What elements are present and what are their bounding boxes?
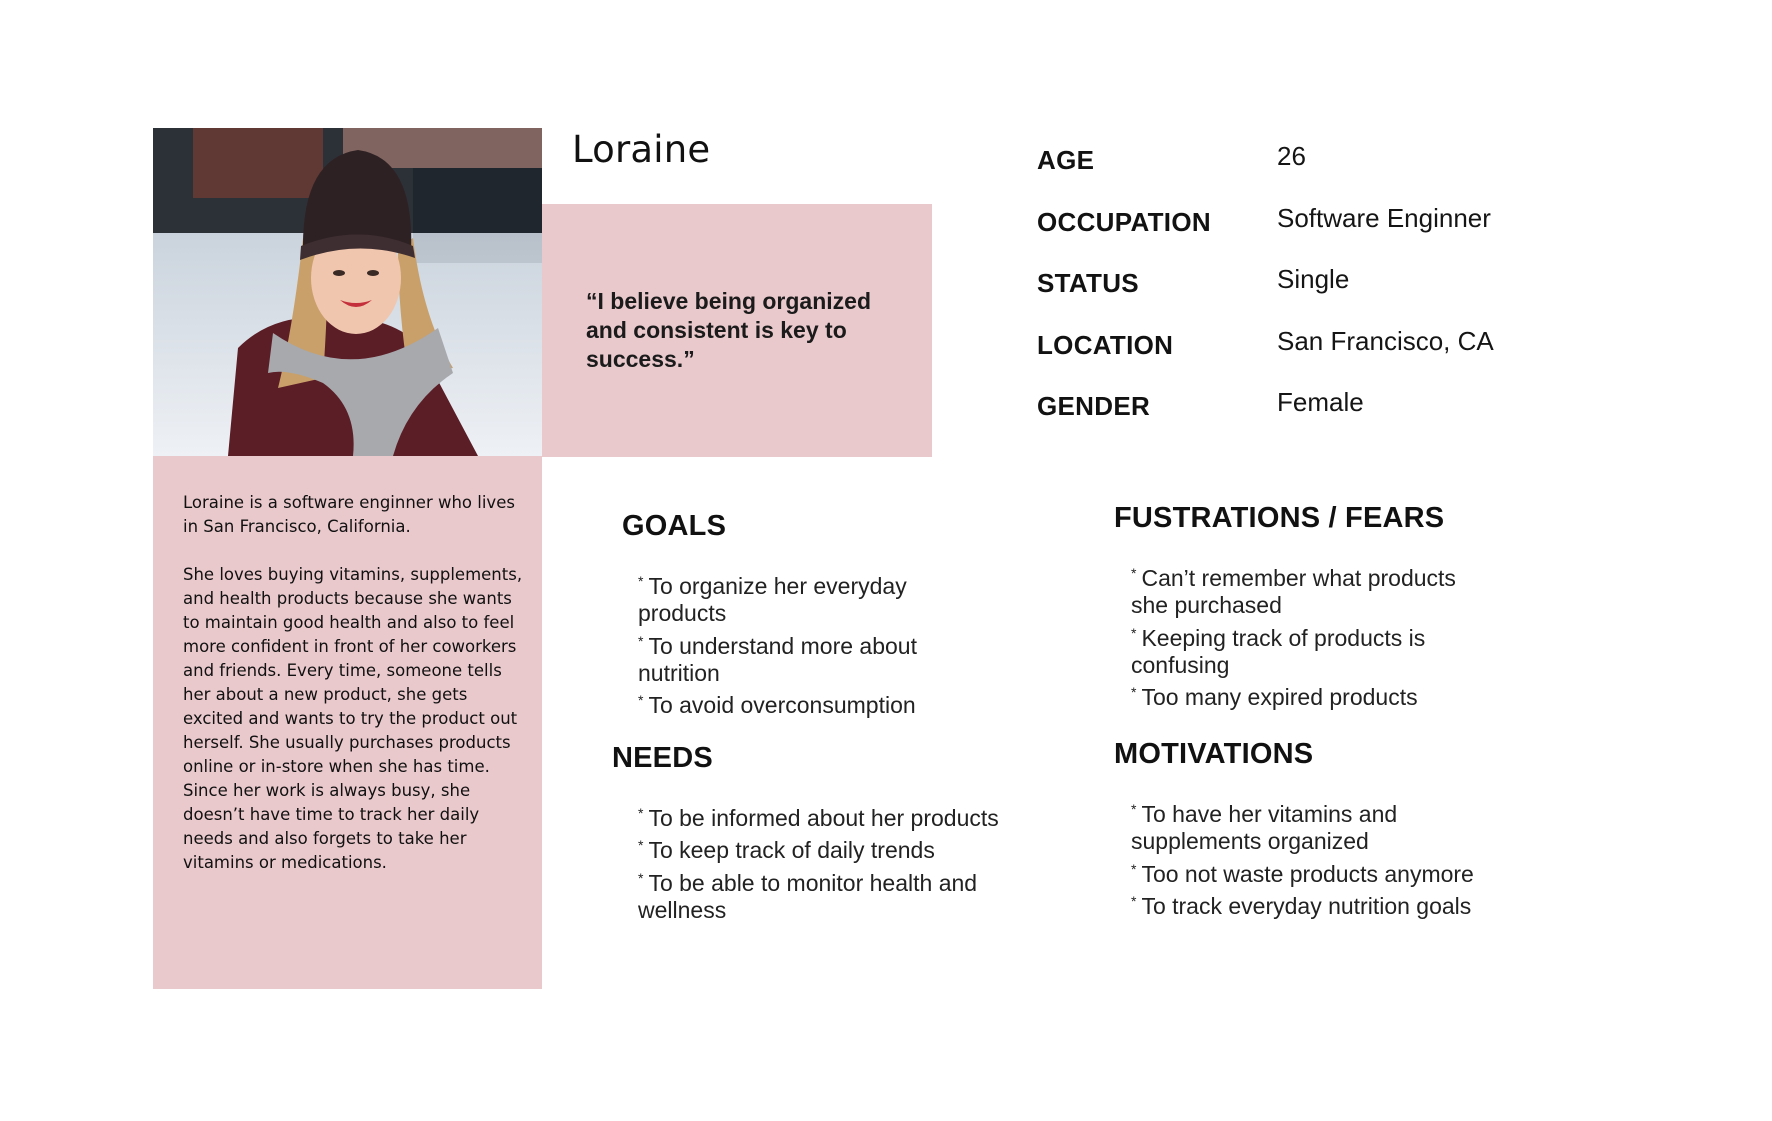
info-label: AGE: [1037, 145, 1095, 175]
list-item: * To avoid overconsumption: [638, 692, 916, 719]
bullet-icon: *: [638, 573, 644, 589]
info-row-status: [1037, 264, 1597, 308]
info-label: GENDER: [1037, 391, 1151, 421]
persona-bio: [183, 491, 523, 899]
needs-list: [638, 800, 1008, 924]
info-label: STATUS: [1037, 268, 1139, 298]
needs-title: NEEDS: [612, 742, 713, 774]
bullet-icon: *: [638, 837, 644, 854]
goals-title: GOALS: [622, 510, 727, 542]
bio-paragraph: Loraine is a software enginner who lives in San Francisco, California.: [183, 493, 515, 536]
list-item: * To keep track of daily trends: [638, 837, 935, 864]
info-value: Software Enginner: [1277, 203, 1491, 233]
info-row-age: [1037, 141, 1597, 185]
persona-photo: [153, 128, 542, 456]
motivations-title: MOTIVATIONS: [1114, 738, 1314, 770]
bullet-icon: *: [1131, 892, 1137, 909]
info-row-occupation: [1037, 203, 1597, 247]
bullet-icon: *: [1131, 684, 1137, 701]
motivations-list: [1131, 796, 1511, 920]
list-item: * Too not waste products anymore: [1131, 860, 1474, 887]
bullet-icon: *: [1131, 565, 1137, 581]
list-item: * To track everyday nutrition goals: [1131, 892, 1472, 919]
bullet-icon: *: [638, 805, 644, 821]
persona-name: Loraine: [572, 128, 711, 171]
bullet-icon: *: [638, 869, 644, 886]
bullet-icon: *: [638, 692, 644, 709]
info-label: OCCUPATION: [1037, 207, 1211, 237]
list-item: * To understand more about nutrition: [638, 632, 917, 686]
list-item: * Too many expired products: [1131, 684, 1418, 711]
info-value: Single: [1277, 264, 1350, 294]
list-item: * To be informed about her products: [638, 805, 999, 831]
bullet-icon: *: [1131, 801, 1137, 817]
list-item: * To organize her everyday products: [638, 573, 907, 627]
bullet-icon: *: [1131, 860, 1137, 877]
list-item: * To have her vitamins and supplements organized: [1131, 801, 1398, 855]
frustrations-title: FUSTRATIONS / FEARS: [1114, 502, 1445, 534]
info-row-gender: [1037, 387, 1597, 431]
list-item: * Keeping track of products is confusing: [1131, 624, 1426, 678]
bullet-icon: *: [638, 632, 644, 649]
list-item: * Can’t remember what products she purchased: [1131, 565, 1456, 619]
goals-list: [638, 568, 978, 719]
info-value: Female: [1277, 387, 1364, 417]
frustrations-list: [1131, 560, 1491, 711]
info-row-location: [1037, 326, 1597, 370]
bullet-icon: *: [1131, 624, 1137, 641]
info-value: San Francisco, CA: [1277, 326, 1494, 356]
info-label: LOCATION: [1037, 330, 1174, 360]
info-value: 26: [1277, 141, 1306, 171]
persona-quote: “I believe being organized and consistent is key to success.”: [586, 288, 872, 372]
list-item: * To be able to monitor health and wellness: [638, 869, 978, 923]
bio-paragraph: She loves buying vitamins, supplements, and health products because she wants to maintain good health and also to feel more confident in front of her coworkers and friends. Every time, someone tells her about a new product, she gets excited and wants to try the product out herself. She usually purchases products online or in-store when she has time. Since her work is always busy, she doesn’t have time to track her daily needs and also forgets to take her vitamins or medications.: [183, 565, 523, 872]
